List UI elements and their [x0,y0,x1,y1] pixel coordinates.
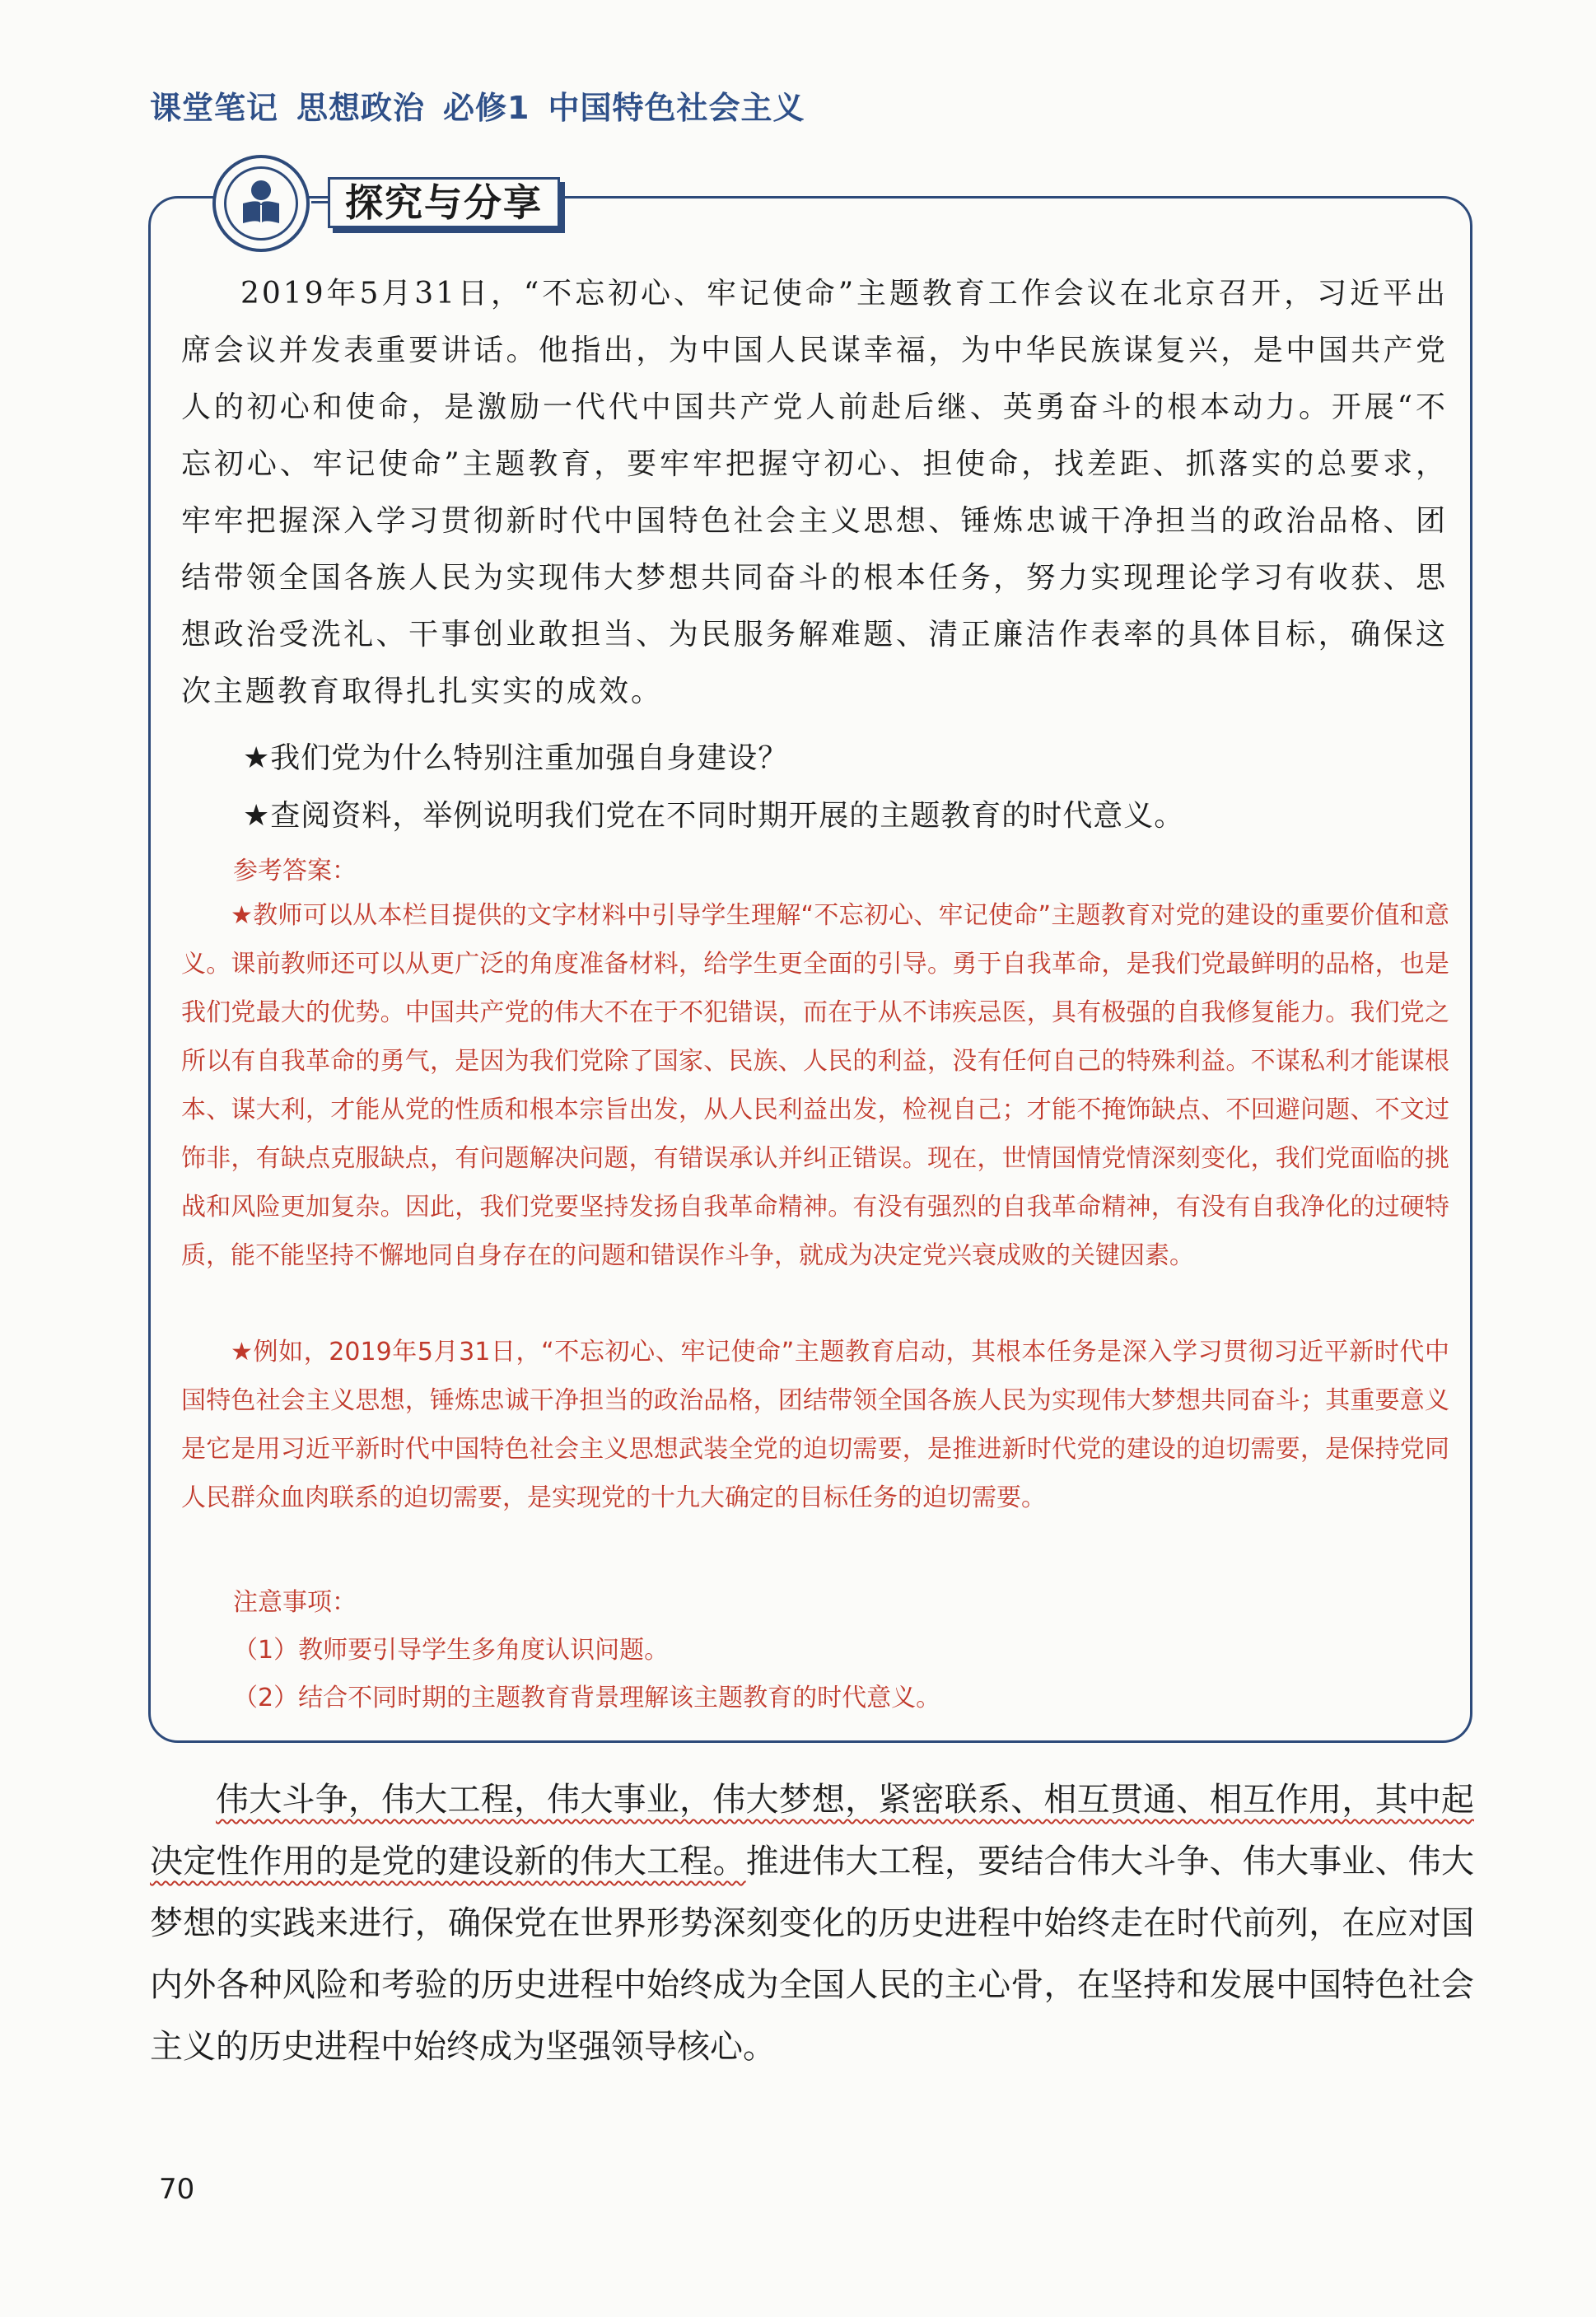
series-name: 课堂笔记 [150,90,279,126]
passage-text: 2019年5月31日，“不忘初心、牢记使命”主题教育工作会议在北京召开，习近平出席会议并发表重要讲话。他指出，为中国人民谋幸福，为中华民族谋复兴，是中国共产党人的初心和使命，是激励一代代中国共产党人前赴后继、英勇奋斗的根本动力。开展“不忘初心、牢记使命”主题教育，要牢牢把握守初心、担使命，找差距、抓落实的总要求，牢牢把握深入学习贯彻新时代中国特色社会主义思想、锤炼忠诚干净担当的政治品格、团结带领全国各族人民为实现伟大梦想共同奋斗的根本任务，努力实现理论学习有收获、思想政治受洗礼、干事创业敢担当、为民服务解难题、清正廉洁作表率的具体目标，确保这次主题教育取得扎扎实实的成效。 [181,277,1448,708]
underlined-key-point: 伟大斗争，伟大工程，伟大事业，伟大梦想，紧密联系、相互贯通、相互作用，其中起决定性作用的是党的建设新的伟大工程。 [150,1781,1474,1880]
reader-with-book-icon [235,177,287,230]
answer-label: 参考答案： [233,857,357,885]
answer-paragraph-2: ★例如，2019年5月31日，“不忘初心、牢记使命”主题教育启动，其根本任务是深入学习贯彻习近平新时代中国特色社会主义思想，锤炼忠诚干净担当的政治品格，团结带领全国各族人民为实现伟大梦想共同奋斗；其重要意义是它是用习近平新时代中国特色社会主义思想武装全党的迫切需要，是推进新时代党的建设的迫切需要，是保持党同人民群众血肉联系的迫切需要，是实现党的十九大确定的目标任务的迫切需要。 [181,1338,1449,1512]
volume-name: 必修1 [443,90,530,126]
section-title: 探究与分享 [328,177,560,228]
subject-name: 思想政治 [296,90,426,126]
notes-label: 注意事项： [233,1588,357,1617]
running-head [150,82,824,128]
page-number: 70 [159,2173,195,2206]
body-paragraph [150,1769,1474,2078]
note-item-2: （2）结合不同时期的主题教育背景理解该主题教育的时代意义。 [233,1684,941,1712]
body-rest: 推进伟大工程，要结合伟大斗争、伟大事业、伟大梦想的实践来进行，确保党在世界形势深刻变化的历史进程中始终走在时代前列，在应对国内外各种风险和考验的历史进程中始终成为全国人民的主心骨，在坚持和发展中国特色社会主义的历史进程中始终成为坚强领导核心。 [150,1843,1475,2066]
question-1: ★我们党为什么特别注重加强自身建设？ [243,741,789,775]
section-icon-badge [212,155,310,252]
note-item-1: （1）教师要引导学生多角度认识问题。 [233,1636,670,1665]
answer-paragraph-1: ★教师可以从本栏目提供的文字材料中引导学生理解“不忘初心、牢记使命”主题教育对党的建设的重要价值和意义。课前教师还可以从更广泛的角度准备材料，给学生更全面的引导。勇于自我革命，是我们党最鲜明的品格，也是我们党最大的优势。中国共产党的伟大不在于不犯错误，而在于从不讳疾忌医，具有极强的自我修复能力。我们党之所以有自我革命的勇气，是因为我们党除了国家、民族、人民的利益，没有任何自己的特殊利益。不谋私利才能谋根本、谋大利，才能从党的性质和根本宗旨出发，从人民利益出发，检视自己；才能不掩饰缺点、不回避问题、不文过饰非，有缺点克服缺点，有问题解决问题，有错误承认并纠正错误。现在，世情国情党情深刻变化，我们党面临的挑战和风险更加复杂。因此，我们党要坚持发扬自我革命精神。有没有强烈的自我革命精神，有没有自我净化的过硬特质，能不能坚持不懈地同自身存在的问题和错误作斗争，就成为决定党兴衰成败的关键因素。 [181,901,1449,1270]
question-2: ★查阅资料，举例说明我们党在不同时期开展的主题教育的时代意义。 [243,799,1185,833]
book-title: 中国特色社会主义 [548,90,805,126]
